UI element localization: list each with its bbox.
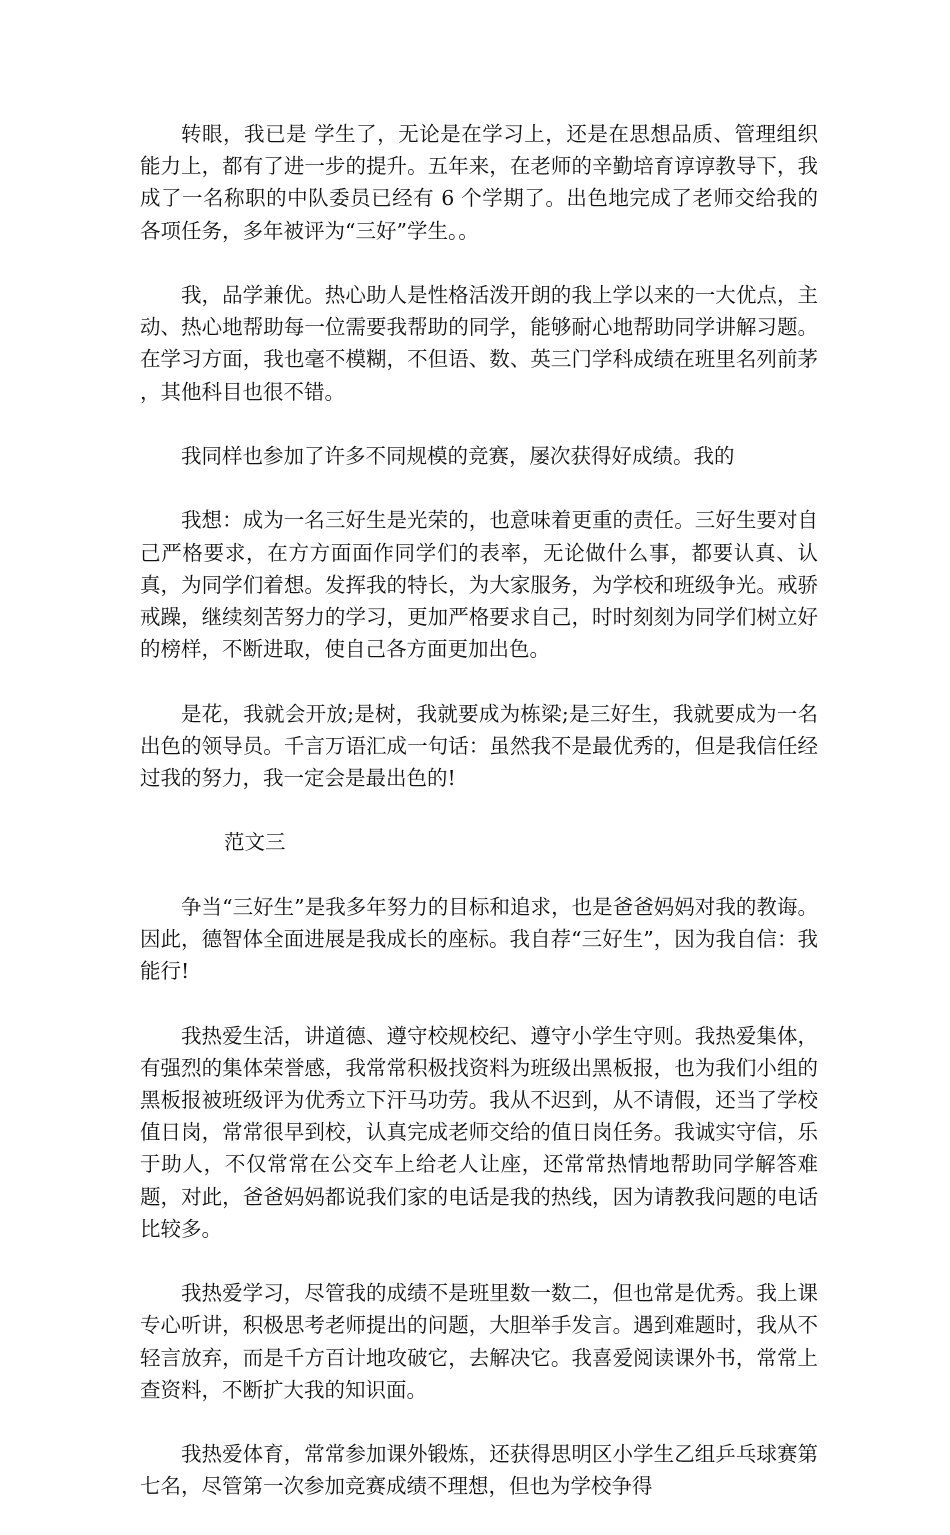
- paragraph: 我热爱生活，讲道德、遵守校规校纪、遵守小学生守则。我热爱集体，有强烈的集体荣誉感，我常常积极找资料为班级出黑板报，也为我们小组的黑板报被班级评为优秀立下汗马功劳。我从不迟到，从不请假，还当了学校值日岗，常常很早到校，认真完成老师交给的值日岗任务。我诚实守信，乐于助人，不仅常常在公交车上给老人让座，还常常热情地帮助同学解答难题，对此，爸爸妈妈都说我们家的电话是我的热线，因为请教我问题的电话比较多。: [140, 1023, 818, 1241]
- paragraph: 我，品学兼优。热心助人是性格活泼开朗的我上学以来的一大优点，主动、热心地帮助每一位需要我帮助的同学，能够耐心地帮助同学讲解习题。在学习方面，我也毫不模糊，不但语、数、英三门学科成绩在班里名列前茅 ，其他科目也很不错。: [140, 283, 818, 404]
- paragraph: 我想：成为一名三好生是光荣的，也意味着更重的责任。三好生要对自己严格要求，在方方面面作同学们的表率，无论做什么事，都要认真、认真，为同学们着想。发挥我的特长，为大家服务，为学校和班级争光。戒骄戒躁，继续刻苦努力的学习，更加严格要求自己，时时刻刻为同学们树立好的榜样，不断进取，使自己各方面更加出色。: [140, 508, 818, 662]
- paragraph: 转眼，我已是 学生了，无论是在学习上，还是在思想品质、管理组织能力上，都有了进一步的提升。五年来，在老师的辛勤培育谆谆教导下，我成了一名称职的中队委员已经有 6 个学期了。出色地完成了老师交给我的各项任务，多年被评为“三好”学生。。: [140, 122, 818, 243]
- paragraph: 我热爱体育，常常参加课外锻炼，还获得思明区小学生乙组乒乓球赛第七名，尽管第一次参加竞赛成绩不理想，但也为学校争得: [140, 1442, 818, 1499]
- paragraph: 是花，我就会开放;是树，我就要成为栋梁;是三好生，我就要成为一名出色的领导员。千言万语汇成一句话：虽然我不是最优秀的，但是我信任经过我的努力，我一定会是最出色的!: [140, 701, 818, 790]
- section-title: 范文三: [224, 830, 286, 855]
- paragraph: 我热爱学习，尽管我的成绩不是班里数一数二，但也常是优秀。我上课专心听讲，积极思考老师提出的问题，大胆举手发言。遇到难题时，我从不轻言放弃，而是千方百计地攻破它，去解决它。我喜爱阅读课外书，常常上查资料，不断扩大我的知识面。: [140, 1281, 818, 1402]
- paragraph: 我同样也参加了许多不同规模的竞赛，屡次获得好成绩。我的: [181, 444, 735, 468]
- document-body: [140, 118, 818, 1535]
- paragraph: 争当“三好生”是我多年努力的目标和追求，也是爸爸妈妈对我的教诲。因此，德智体全面进展是我成长的座标。我自荐“三好生”，因为我自信：我能行!: [140, 894, 818, 984]
